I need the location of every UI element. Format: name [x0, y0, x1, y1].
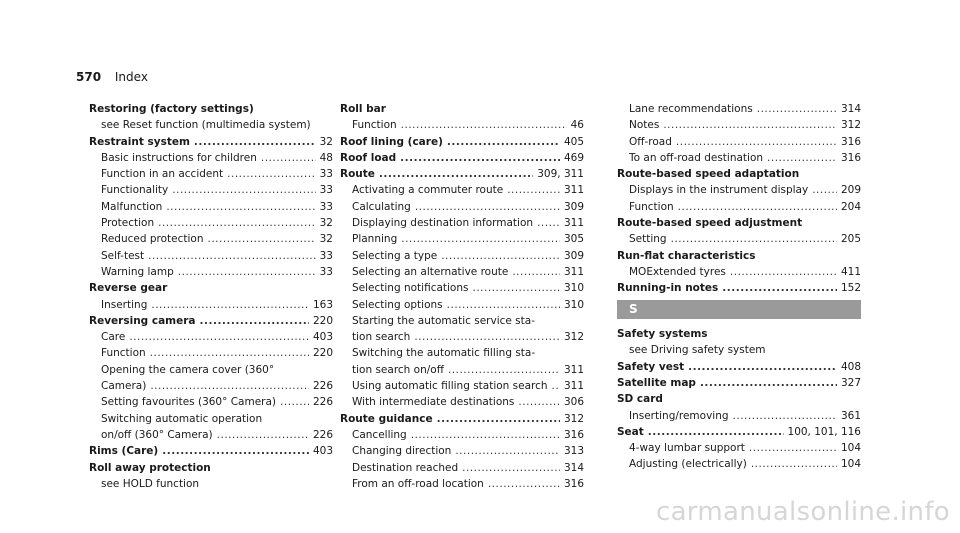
- entry-label: Route: [340, 168, 375, 181]
- index-subentry[interactable]: [89, 379, 333, 394]
- page-reference[interactable]: 411: [840, 265, 861, 278]
- index-column-1: [89, 102, 333, 493]
- entry-label: Protection: [101, 217, 155, 230]
- index-subentry[interactable]: [340, 249, 584, 264]
- page-reference[interactable]: 310: [563, 298, 584, 311]
- page-reference[interactable]: 361: [840, 409, 861, 422]
- index-subentry[interactable]: [340, 281, 584, 296]
- index-subentry[interactable]: [340, 298, 584, 313]
- dot-leader: [448, 363, 560, 378]
- page-reference[interactable]: 312: [840, 119, 861, 132]
- page-reference[interactable]: 32: [319, 135, 333, 148]
- index-subentry[interactable]: [617, 265, 861, 280]
- entry-label: Route guidance: [340, 412, 433, 425]
- entry-label: Displays in the instrument display: [629, 184, 809, 197]
- dot-leader: [472, 281, 559, 296]
- entry-label: Function: [629, 200, 674, 213]
- index-note: see HOLD function: [101, 477, 200, 490]
- entry-label: Reversing camera: [89, 314, 196, 327]
- entry-label: Inserting: [101, 298, 148, 311]
- index-subentry[interactable]: [617, 457, 861, 472]
- dot-leader: [151, 298, 309, 313]
- index-subentry[interactable]: [89, 232, 333, 247]
- entry-label: Cancelling: [352, 428, 407, 441]
- index-entry[interactable]: [617, 327, 861, 342]
- dot-leader: [757, 102, 837, 117]
- page-reference[interactable]: 152: [840, 282, 861, 295]
- index-subentry[interactable]: [340, 444, 584, 459]
- entry-label: Camera): [101, 380, 147, 393]
- dot-leader: [414, 330, 560, 345]
- entry-label: Running-in notes: [617, 282, 719, 295]
- page-reference[interactable]: 305: [563, 233, 584, 246]
- page-reference[interactable]: 226: [312, 396, 333, 409]
- dot-leader: [217, 428, 309, 443]
- index-note: Opening the camera cover (360°: [101, 363, 275, 376]
- dot-leader: [401, 232, 560, 247]
- index-note: see Reset function (multimedia system): [101, 119, 311, 132]
- page-reference[interactable]: 33: [319, 184, 333, 197]
- entry-label: Run-flat characteristics: [617, 249, 756, 262]
- index-entry[interactable]: [617, 392, 861, 407]
- index-entry[interactable]: [617, 216, 861, 231]
- dot-leader: [678, 200, 837, 215]
- page-reference[interactable]: 316: [563, 477, 584, 490]
- entry-label: Reduced protection: [101, 233, 204, 246]
- index-entry[interactable]: [89, 444, 333, 459]
- index-subentry[interactable]: [89, 395, 333, 410]
- page-reference[interactable]: 405: [563, 135, 584, 148]
- index-entry[interactable]: [617, 425, 861, 440]
- page-reference[interactable]: 311: [563, 184, 584, 197]
- entry-label: Activating a commuter route: [352, 184, 504, 197]
- dot-leader: [733, 409, 837, 424]
- entry-label: To an off-road destination: [629, 151, 764, 164]
- page-reference[interactable]: 314: [840, 103, 861, 115]
- entry-label: Self-test: [101, 249, 145, 262]
- page-reference[interactable]: 316: [563, 428, 584, 441]
- index-letter-heading: S: [617, 300, 861, 319]
- index-subentry[interactable]: [340, 461, 584, 476]
- page-reference[interactable]: 408: [840, 360, 861, 373]
- index-entry[interactable]: [617, 376, 861, 391]
- page-reference[interactable]: 48: [319, 151, 333, 164]
- index-subentry[interactable]: [89, 428, 333, 443]
- index-entry[interactable]: [340, 167, 584, 182]
- page-reference[interactable]: 403: [312, 331, 333, 344]
- page-reference[interactable]: 46: [570, 119, 584, 132]
- entry-label: 4-way lumbar support: [629, 442, 745, 455]
- entry-label: Seat: [617, 425, 644, 438]
- index-subentry[interactable]: [89, 200, 333, 215]
- dot-leader: [379, 167, 533, 182]
- entry-label: Displaying destination information: [352, 217, 534, 230]
- page-reference[interactable]: 32: [319, 217, 333, 230]
- index-note: Switching automatic operation: [101, 412, 263, 425]
- page-reference[interactable]: 316: [840, 151, 861, 164]
- index-subentry[interactable]: [89, 216, 333, 231]
- page-reference[interactable]: 33: [319, 200, 333, 213]
- page-reference[interactable]: 226: [312, 428, 333, 441]
- section-title: Index: [114, 70, 148, 84]
- index-column-3: [617, 102, 861, 474]
- dot-leader: [730, 265, 837, 280]
- dot-leader: [129, 330, 309, 345]
- entry-label: Adjusting (electrically): [629, 458, 747, 471]
- index-entry[interactable]: [617, 281, 861, 296]
- page-reference[interactable]: 33: [319, 265, 333, 278]
- watermark: carmanualsonline.info: [655, 497, 950, 527]
- page-reference[interactable]: 311: [563, 265, 584, 278]
- page-reference[interactable]: 309: [563, 200, 584, 213]
- page-reference[interactable]: 469: [563, 151, 584, 164]
- index-subentry[interactable]: [340, 183, 584, 198]
- entry-label: Route-based speed adaptation: [617, 168, 800, 181]
- entry-label: Calculating: [352, 200, 411, 213]
- dot-leader: [437, 412, 560, 427]
- dot-leader: [261, 151, 316, 166]
- page-reference[interactable]: 306: [563, 396, 584, 409]
- dot-leader: [537, 216, 560, 231]
- dot-leader: [671, 232, 837, 247]
- dot-leader: [415, 200, 560, 215]
- index-subentry[interactable]: [617, 183, 861, 198]
- dot-leader: [751, 457, 837, 472]
- index-subentry[interactable]: [340, 395, 584, 410]
- page-reference[interactable]: 312: [563, 412, 584, 425]
- page-reference[interactable]: 205: [840, 233, 861, 246]
- entry-label: Roll bar: [340, 103, 386, 115]
- entry-label: Function in an accident: [101, 168, 224, 181]
- page-reference[interactable]: 220: [312, 314, 333, 327]
- index-subentry[interactable]: [340, 216, 584, 231]
- index-entry[interactable]: [89, 281, 333, 296]
- index-subentry[interactable]: [617, 409, 861, 424]
- entry-label: Inserting/removing: [629, 409, 729, 422]
- page-reference[interactable]: 310: [563, 282, 584, 295]
- dot-leader: [162, 444, 309, 459]
- entry-label: With intermediate destinations: [352, 396, 515, 409]
- index-subentry[interactable]: [340, 118, 584, 133]
- page-reference[interactable]: 33: [319, 168, 333, 181]
- index-subentry[interactable]: [89, 298, 333, 313]
- entry-label: Destination reached: [352, 461, 459, 474]
- entry-label: Changing direction: [352, 445, 452, 458]
- entry-label: Roll away protection: [89, 461, 211, 474]
- entry-label: tion search: [352, 331, 411, 344]
- page-number: 570: [76, 70, 102, 84]
- dot-leader: [150, 379, 309, 394]
- dot-leader: [207, 232, 315, 247]
- entry-label: Roof load: [340, 151, 397, 164]
- entry-label: Lane recommendations: [629, 103, 753, 115]
- dot-leader: [172, 183, 315, 198]
- dot-leader: [441, 249, 560, 264]
- dot-leader: [507, 183, 560, 198]
- page-reference[interactable]: 309, 311: [537, 168, 584, 181]
- page-reference[interactable]: 311: [563, 363, 584, 376]
- entry-label: Off-road: [629, 135, 672, 148]
- dot-leader: [400, 151, 560, 166]
- dot-leader: [166, 200, 315, 215]
- entry-label: Restraint system: [89, 135, 190, 148]
- index-subentry[interactable]: [340, 265, 584, 280]
- index-subentry[interactable]: [89, 183, 333, 198]
- entry-label: SD card: [617, 393, 663, 406]
- dot-leader: [812, 183, 837, 198]
- index-subentry[interactable]: [89, 265, 333, 280]
- dot-leader: [158, 216, 316, 231]
- dot-leader: [194, 135, 316, 150]
- index-subentry[interactable]: [89, 167, 333, 182]
- entry-label: Function: [101, 347, 146, 360]
- entry-label: Care: [101, 331, 126, 344]
- dot-leader: [447, 298, 560, 313]
- dot-leader: [676, 135, 837, 150]
- page-reference[interactable]: 313: [563, 445, 584, 458]
- entry-label: Notes: [629, 119, 660, 132]
- index-subentry[interactable]: [617, 441, 861, 456]
- entry-label: Function: [352, 119, 397, 132]
- index-note: Switching the automatic filling sta-: [352, 347, 536, 360]
- entry-label: Satellite map: [617, 376, 696, 389]
- page-reference[interactable]: 220: [312, 347, 333, 360]
- dot-leader: [648, 425, 784, 440]
- index-subentry[interactable]: [89, 346, 333, 361]
- dot-leader: [199, 314, 308, 329]
- dot-leader: [722, 281, 837, 296]
- index-subentry[interactable]: [89, 330, 333, 345]
- index-subentry[interactable]: [340, 379, 584, 394]
- index-entry[interactable]: [89, 461, 333, 476]
- index-entry[interactable]: [89, 102, 333, 117]
- index-subentry[interactable]: [617, 151, 861, 166]
- index-entry[interactable]: [617, 360, 861, 375]
- dot-leader: [462, 461, 560, 476]
- index-subentry[interactable]: [89, 151, 333, 166]
- entry-label: Basic instructions for children: [101, 151, 257, 164]
- page-reference[interactable]: 309: [563, 249, 584, 262]
- entry-label: Malfunction: [101, 200, 163, 213]
- index-note: Starting the automatic service sta-: [352, 314, 535, 327]
- page-reference[interactable]: 311: [563, 380, 584, 393]
- entry-label: Safety systems: [617, 328, 708, 341]
- entry-label: Selecting an alternative route: [352, 265, 509, 278]
- index-subentry[interactable]: [340, 477, 584, 492]
- index-entry[interactable]: [340, 135, 584, 150]
- index-subentry[interactable]: [617, 232, 861, 247]
- entry-label: MOExtended tyres: [629, 265, 726, 278]
- page-header: [76, 70, 148, 84]
- index-entry[interactable]: [617, 167, 861, 182]
- page-reference[interactable]: 316: [840, 135, 861, 148]
- entry-label: tion search on/off: [352, 363, 444, 376]
- index-subentry[interactable]: [340, 200, 584, 215]
- entry-label: Restoring (factory settings): [89, 103, 254, 115]
- index-note: see Driving safety system: [629, 344, 766, 357]
- entry-label: Rims (Care): [89, 445, 159, 458]
- page-reference[interactable]: 33: [319, 249, 333, 262]
- entry-label: Selecting options: [352, 298, 443, 311]
- entry-label: From an off-road location: [352, 477, 484, 490]
- entry-label: Warning lamp: [101, 265, 174, 278]
- index-entry[interactable]: [617, 249, 861, 264]
- dot-leader: [150, 346, 309, 361]
- index-entry[interactable]: [89, 135, 333, 150]
- dot-leader: [512, 265, 560, 280]
- index-subentry[interactable]: [340, 330, 584, 345]
- index-subentry[interactable]: [340, 232, 584, 247]
- dot-leader: [227, 167, 315, 182]
- entry-label: Roof lining (care): [340, 135, 443, 148]
- index-subentry[interactable]: [340, 363, 584, 378]
- page-reference[interactable]: 32: [319, 233, 333, 246]
- dot-leader: [488, 477, 560, 492]
- dot-leader: [749, 441, 837, 456]
- page-reference[interactable]: 327: [840, 376, 861, 389]
- dot-leader: [455, 444, 560, 459]
- entry-label: Route-based speed adjustment: [617, 217, 803, 230]
- page-reference[interactable]: 314: [563, 461, 584, 474]
- index-subentry[interactable]: [617, 102, 861, 117]
- index-entry[interactable]: [340, 151, 584, 166]
- entry-label: Safety vest: [617, 360, 685, 373]
- dot-leader: [518, 395, 560, 410]
- page-reference[interactable]: 100, 101, 116: [787, 425, 861, 438]
- index-subentry[interactable]: [340, 428, 584, 443]
- dot-leader: [767, 151, 837, 166]
- page-reference[interactable]: 204: [840, 200, 861, 213]
- dot-leader: [178, 265, 316, 280]
- page-reference[interactable]: 104: [840, 458, 861, 471]
- entry-label: on/off (360° Camera): [101, 428, 213, 441]
- entry-label: Setting favourites (360° Camera): [101, 396, 277, 409]
- entry-label: Selecting a type: [352, 249, 438, 262]
- page-reference[interactable]: 104: [840, 442, 861, 455]
- index-entry[interactable]: [340, 412, 584, 427]
- dot-leader: [148, 249, 316, 264]
- page-reference[interactable]: 403: [312, 445, 333, 458]
- dot-leader: [688, 360, 837, 375]
- index-subentry[interactable]: [617, 200, 861, 215]
- entry-label: Planning: [352, 233, 398, 246]
- index-column-2: [340, 102, 584, 493]
- entry-label: Setting: [629, 233, 667, 246]
- dot-leader: [447, 135, 560, 150]
- page-reference[interactable]: 311: [563, 217, 584, 230]
- page-reference[interactable]: 163: [312, 298, 333, 311]
- entry-label: Reverse gear: [89, 282, 168, 295]
- index-subentry[interactable]: [617, 118, 861, 133]
- page-reference[interactable]: 226: [312, 380, 333, 393]
- index-subentry[interactable]: [89, 249, 333, 264]
- dot-leader: [280, 395, 309, 410]
- dot-leader: [663, 118, 837, 133]
- entry-label: Functionality: [101, 184, 169, 197]
- entry-label: Using automatic filling station search: [352, 380, 548, 393]
- entry-label: Selecting notifications: [352, 282, 469, 295]
- page-reference[interactable]: 209: [840, 184, 861, 197]
- dot-leader: [700, 376, 837, 391]
- index-subentry[interactable]: [617, 135, 861, 150]
- dot-leader: [411, 428, 560, 443]
- page-reference[interactable]: 312: [563, 331, 584, 344]
- index-entry[interactable]: [89, 314, 333, 329]
- index-entry[interactable]: [340, 102, 584, 117]
- dot-leader: [552, 379, 560, 394]
- dot-leader: [401, 118, 567, 133]
